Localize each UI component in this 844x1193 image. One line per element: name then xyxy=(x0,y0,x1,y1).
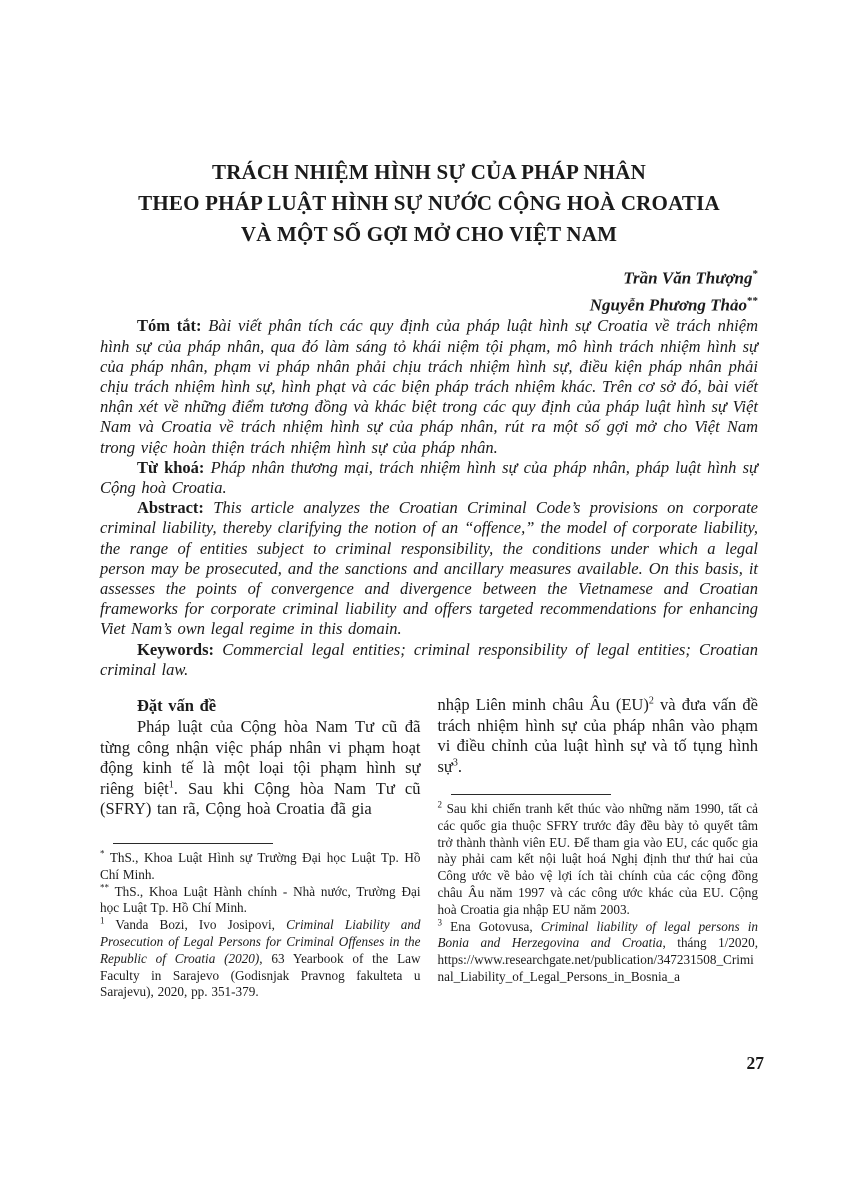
author-name-1: Trần Văn Thượng* xyxy=(623,268,758,288)
footnote-star: * ThS., Khoa Luật Hình sự Trường Đại học Luật Tp. Hồ Chí Minh. xyxy=(100,848,421,882)
abstract-vietnamese-label: Tóm tắt: xyxy=(137,316,202,336)
keywords-vietnamese-label: Từ khoá: xyxy=(137,457,205,477)
right-column xyxy=(438,695,759,1010)
author-block xyxy=(100,263,758,316)
two-column-body xyxy=(100,695,758,1010)
author-name-2: Nguyễn Phương Thảo** xyxy=(589,294,758,315)
left-column xyxy=(100,695,421,1010)
article-title xyxy=(100,157,758,250)
article-title-line-1: TRÁCH NHIỆM HÌNH SỰ CỦA PHÁP NHÂN xyxy=(211,160,646,184)
footnote-3-citation-title: Criminal liability of legal persons in Bonia and Herzegovina and Croatia xyxy=(437,918,758,951)
author-note-ref-2: ** xyxy=(747,294,758,307)
section-heading: Đặt vấn đề xyxy=(137,695,217,715)
article-title-line-3: VÀ MỘT SỐ GỢI MỞ CHO VIỆT NAM xyxy=(240,222,618,246)
abstract-vietnamese-text: Bài viết phân tích các quy định của pháp luật hình sự Croatia về trách nhiệm hình sự của pháp nhân, qua đó làm sáng tỏ khái niệm tội phạm, mô hình trách nhiệm hình sự của pháp nhân, phạm vi pháp nhân phải chịu trách nhiệm hình sự, điều kiện pháp nhân phải chịu trách nhiệm hình sự, hình phạt và các biện pháp trách nhiệm khác. Trên cơ sở đó, bài viết nhận xét về những điểm tương đồng và khác biệt trong các quy định của pháp luật hình sự Việt Nam và Croatia về trách nhiệm hình sự của pháp nhân, rút ra một số gợi mở cho Việt Nam trong việc hoàn thiện trách nhiệm hình sự của pháp nhân. xyxy=(100,316,758,457)
footnote-separator-right xyxy=(451,794,611,795)
footnote-double-star: ** ThS., Khoa Luật Hành chính - Nhà nước, Trường Đại học Luật Tp. Hồ Chí Minh. xyxy=(100,882,421,916)
footnotes-left xyxy=(100,843,421,1001)
author-note-ref-1: * xyxy=(752,268,758,280)
footnotes-right xyxy=(438,794,759,986)
abstract-vietnamese xyxy=(100,316,758,457)
footnote-2-marker: 2 xyxy=(437,799,442,810)
keywords-vietnamese-text: Pháp nhân thương mại, trách nhiệm hình sự của pháp nhân, pháp luật hình sự Cộng hoà Croatia. xyxy=(100,457,758,497)
keywords-english-text: Commercial legal entities; criminal responsibility of legal entities; Croatian criminal law. xyxy=(100,639,758,679)
intro-paragraph-left: Pháp luật của Cộng hòa Nam Tư cũ đã từng công nhận việc pháp nhân vi phạm hoạt động kinh tế là một loại tội phạm hình sự riêng biệt$^1$. Sau khi Cộng hòa Nam Tư cũ (SFRY) tan rã, Cộng hoà Croatia đã gia xyxy=(100,716,421,819)
footnote-double-star-marker: ** xyxy=(100,882,109,893)
keywords-english-label: Keywords: xyxy=(137,639,214,659)
intro-paragraph-right: nhập Liên minh châu Âu (EU)$^2$ và đưa vấn đề trách nhiệm hình sự của pháp nhân vào phạm vi điều chỉnh của luật hình sự và tố tụng hình sự$^3$. xyxy=(437,694,758,776)
abstract-english-text: This article analyzes the Croatian Criminal Code’s provisions on corporate criminal liability, thereby clarifying the notion of an “offence,” the model of corporate liability, the range of entities subject to criminal responsibility, the conditions under which a legal person may be prosecuted, and the sanctions and ancillary measures available. On this basis, it assesses the points of convergence and divergence between the Vietnamese and Croatian frameworks for corporate criminal liability and offers targeted recommendations for enhancing Viet Nam’s own legal regime in this domain. xyxy=(100,498,759,639)
footnote-2: $^2$ Sau khi chiến tranh kết thúc vào những năm 1990, tất cả các quốc gia thuộc SFRY trước đây đều bày tỏ quyết tâm trở thành thành viên EU. Để tham gia vào EU, các quốc gia này phải cam kết nội luật hoá Nghị định thư thứ hai của Công ước về bảo vệ lợi ích tài chính của các cộng đồng châu Âu năm 1997 và các công ước khác của EU. Cộng hoà Croatia gia nhập EU năm 2003. xyxy=(437,799,758,917)
keywords-vietnamese xyxy=(100,458,758,498)
footnote-separator-left xyxy=(113,843,273,844)
keywords-english xyxy=(100,640,758,680)
footnote-1: $^1$ Vanda Bozi, Ivo Josipovi, Criminal Liability and Prosecution of Legal Persons for Criminal Offenses in the Republic of Croatia (2020), 63 Yearbook of the Law Faculty in Sarajevo (Godisnjak Pravnog fakulteta u Sarajevu), 2020, pp. 351-379. xyxy=(100,915,421,1000)
footnote-ref-1: 1 xyxy=(168,779,174,791)
article-title-line-2: THEO PHÁP LUẬT HÌNH SỰ NƯỚC CỘNG HOÀ CROATIA xyxy=(138,191,720,215)
footnote-ref-2: 2 xyxy=(648,695,654,707)
footnote-3: $^3$ Ena Gotovusa, Criminal liability of legal persons in Bonia and Herzegovina and Croatia, tháng 1/2020, https://www.researchgate.net/publication/347231508_Criminal_Liability_of_Legal_Persons_in_Bosnia_a xyxy=(437,917,758,984)
footnote-1-citation-title: Criminal Liability and Prosecution of Legal Persons for Criminal Offenses in the Republic of Croatia (2020) xyxy=(100,917,421,966)
footnote-ref-3: 3 xyxy=(452,757,458,769)
footnote-star-marker: * xyxy=(100,848,105,859)
footnote-1-marker: 1 xyxy=(100,915,105,926)
footnote-3-url: , tháng 1/2020, https://www.researchgate.net/publication/347231508_Criminal_Liability_of_Legal_Persons_in_Bosnia_a xyxy=(437,935,758,984)
footnote-3-marker: 3 xyxy=(437,917,442,928)
page-number: 27 xyxy=(746,1053,764,1073)
abstract-english xyxy=(100,498,758,639)
abstract-english-label: Abstract: xyxy=(137,498,204,518)
